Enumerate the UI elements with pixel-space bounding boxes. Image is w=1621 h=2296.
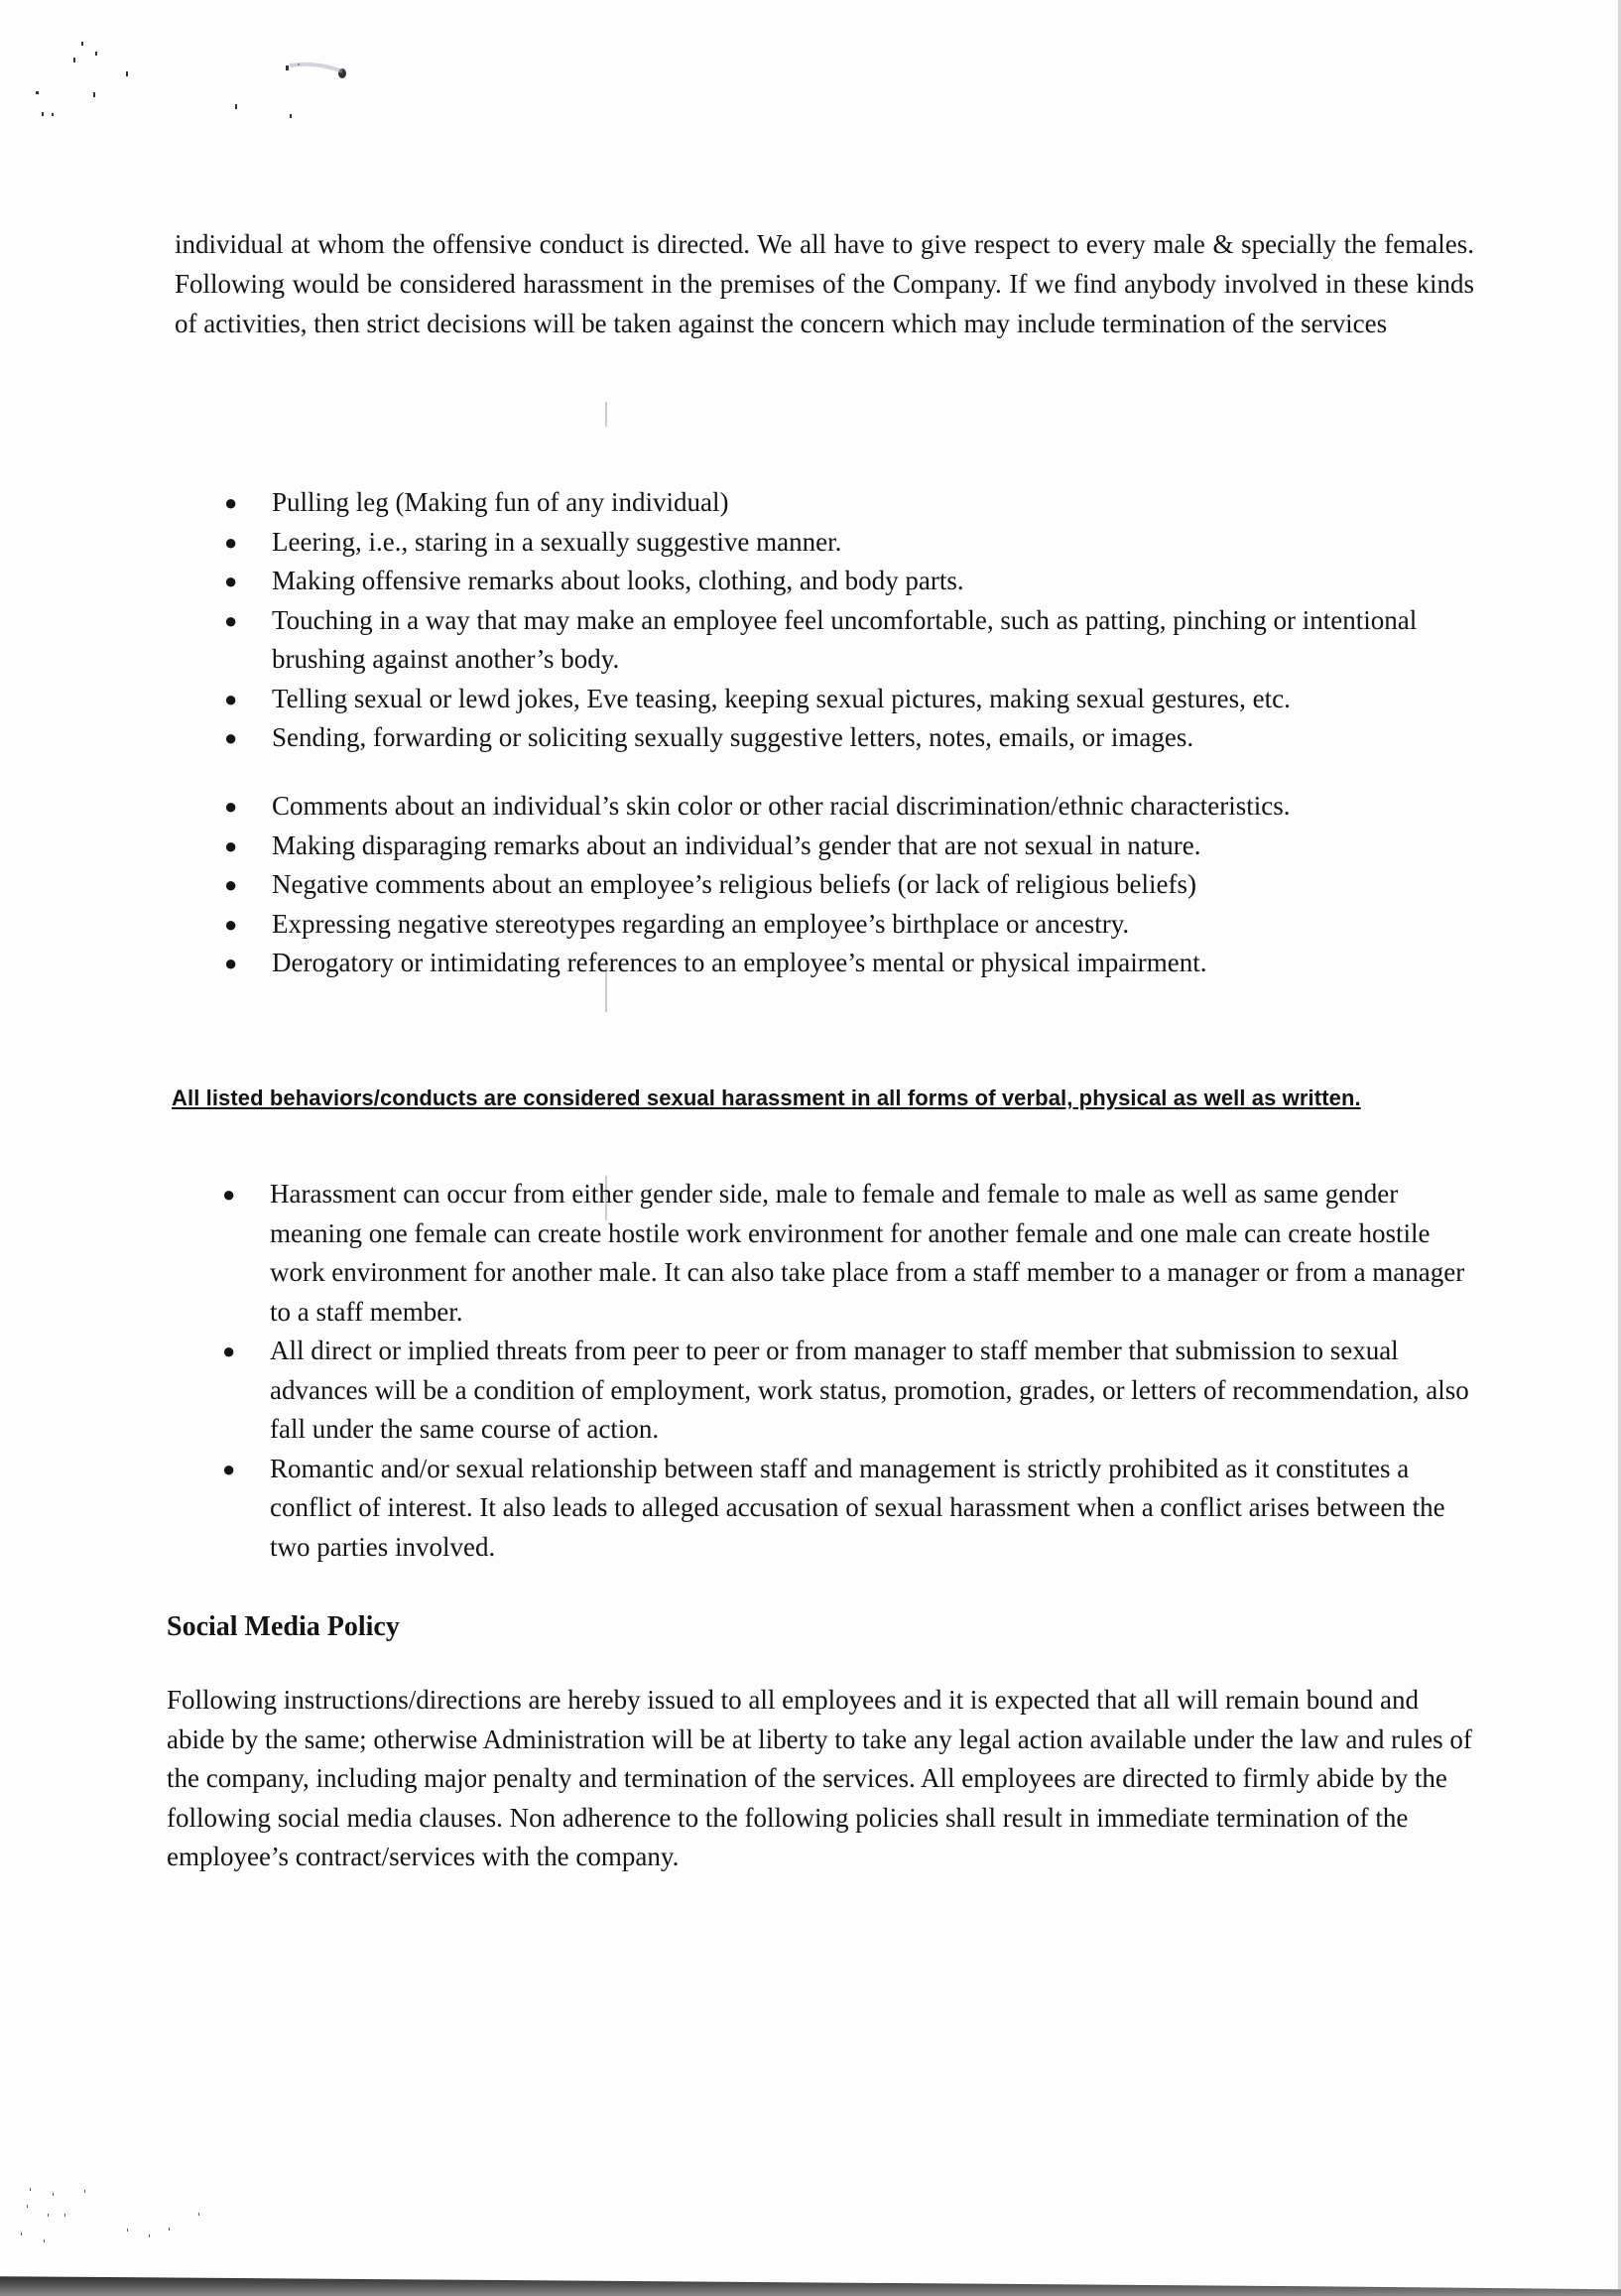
bullet-icon: ● — [224, 911, 238, 937]
list-item: ● Sending, forwarding or soliciting sexually suggestive letters, notes, emails, or images. — [175, 718, 1474, 758]
clarifications-list — [173, 1175, 1478, 1567]
scan-edge-bottom — [0, 2274, 1621, 2296]
bullet-icon: ● — [224, 607, 238, 633]
list-item: ● Derogatory or intimidating references to an employee’s mental or physical impairment. — [175, 944, 1474, 983]
list-item: ● Touching in a way that may make an employee feel uncomfortable, such as patting, pinching or intentional brushing against another’s body. — [175, 601, 1474, 680]
bullet-icon: ● — [224, 832, 238, 858]
list-item: ● Negative comments about an employee’s religious beliefs (or lack of religious beliefs) — [175, 865, 1474, 905]
discrimination-examples-list — [175, 787, 1474, 983]
bullet-icon: ● — [224, 686, 238, 711]
list-item: ● Making disparaging remarks about an individual’s gender that are not sexual in nature. — [175, 827, 1474, 866]
list-item: ● Comments about an individual’s skin color or other racial discrimination/ethnic characteristics. — [175, 787, 1474, 827]
list-item: ● Making offensive remarks about looks, clothing, and body parts. — [175, 562, 1474, 601]
bullet-icon: ● — [224, 490, 238, 515]
bullet-icon: ● — [224, 569, 238, 593]
bullet-icon: ● — [224, 872, 238, 897]
bullet-icon: ● — [224, 951, 238, 975]
bullet-icon: ● — [224, 794, 238, 819]
list-item: ● All direct or implied threats from peer to peer or from manager to staff member that submission to sexual advances will be a condition of employment, work status, promotion, grades, or letters of recommendation, also fall under the same course of action. — [173, 1332, 1478, 1450]
list-item: ● Romantic and/or sexual relationship between staff and management is strictly prohibited as it constitutes a conflict of interest. It also leads to alleged accusation of sexual harassment when a conflict arises between the two parties involved. — [173, 1450, 1478, 1568]
bullet-icon: ● — [222, 1339, 236, 1363]
intro-paragraph: individual at whom the offensive conduct is directed. We all have to give respect to every male & specially the females. Following would be considered harassment in the premises of the Company. If we find anybody involved in these kinds of activities, then strict decisions will be taken against the concern which may include termination of the services — [175, 229, 1474, 338]
bullet-icon: ● — [224, 529, 238, 555]
list-item: ● Pulling leg (Making fun of any individual) — [175, 483, 1474, 523]
bullet-icon: ● — [222, 1182, 236, 1207]
list-item: ● Harassment can occur from either gender side, male to female and female to male as well as same gender meaning one female can create hostile work environment for another female and one male can create hostile work environment for another male. It can also take place from a staff member to a manager or from a manager to a staff member. — [173, 1175, 1478, 1332]
underlined-note: All listed behaviors/conducts are considered sexual harassment in all forms of verbal, physical as well as written. — [172, 1085, 1361, 1110]
list-item: ● Expressing negative stereotypes regarding an employee’s birthplace or ancestry. — [175, 905, 1474, 945]
bullet-icon: ● — [222, 1456, 236, 1481]
harassment-examples-list — [175, 483, 1474, 758]
list-item: ● Leering, i.e., staring in a sexually suggestive manner. — [175, 523, 1474, 563]
list-item: ● Telling sexual or lewd jokes, Eve teasing, keeping sexual pictures, making sexual gestures, etc. — [175, 680, 1474, 719]
social-media-paragraph: Following instructions/directions are hereby issued to all employees and it is expected that all will remain bound and abide by the same; otherwise Administration will be at liberty to take any legal action available under the law and rules of the company, including major penalty and termination of the services. All employees are directed to firmly abide by the following social media clauses. Non adherence to the following policies shall result in immediate termination of the employee’s contract/services with the company. — [167, 1685, 1472, 1871]
bullet-icon: ● — [224, 725, 238, 750]
section-heading-social-media: Social Media Policy — [167, 1611, 400, 1642]
